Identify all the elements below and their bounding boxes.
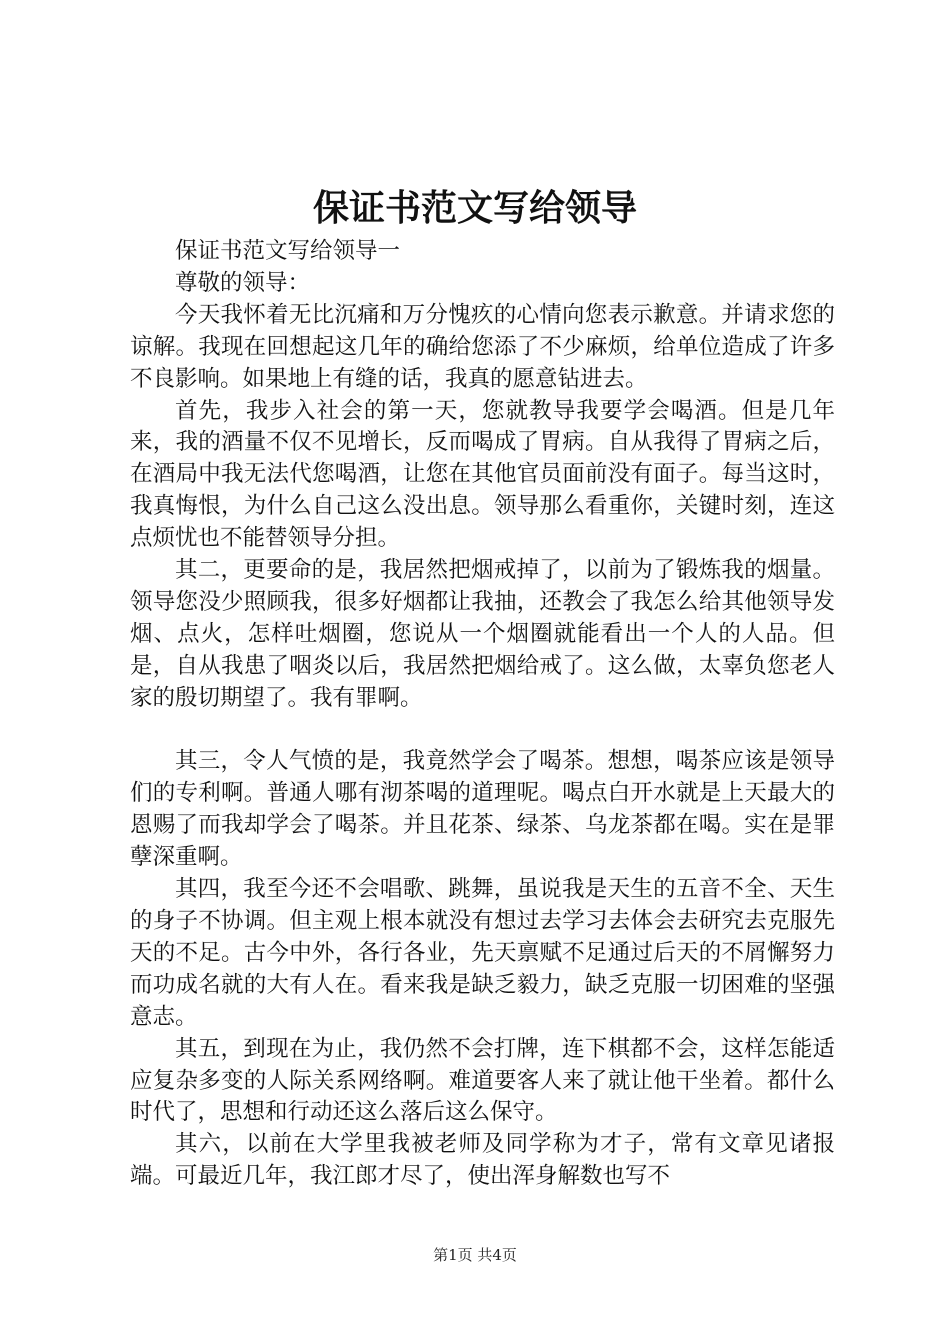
paragraph: 今天我怀着无比沉痛和万分愧疚的心情向您表示歉意。并请求您的谅解。我现在回想起这几年的确给您添了不少麻烦，给单位造成了许多不良影响。如果地上有缝的话，我真的愿意钻进去。 — [130, 301, 835, 392]
paragraph: 其五，到现在为止，我仍然不会打牌，连下棋都不会，这样怎能适应复杂多变的人际关系网络啊。难道要客人来了就让他干坐着。都什么时代了，思想和行动还这么落后这么保守。 — [130, 1035, 835, 1126]
paragraph: 其六，以前在大学里我被老师及同学称为才子，常有文章见诸报端。可最近几年，我江郎才尽了，使出浑身解数也写不 — [130, 1131, 835, 1190]
paragraph-salutation: 尊敬的领导： — [175, 269, 311, 296]
paragraph: 其三，令人气愤的是，我竟然学会了喝茶。想想，喝茶应该是领导们的专利啊。普通人哪有沏茶喝的道理呢。喝点白开水就是上天最大的恩赐了而我却学会了喝茶。并且花茶、绿茶、乌龙茶都在喝。实在是罪孽深重啊。 — [130, 748, 835, 871]
document-title: 保证书范文写给领导 — [312, 187, 637, 229]
document-body — [130, 236, 835, 1193]
page-number: 第1页 共4页 — [433, 1246, 517, 1264]
paragraph: 其二，更要命的是，我居然把烟戒掉了，以前为了锻炼我的烟量。领导您没少照顾我，很多好烟都让我抽，还教会了我怎么给其他领导发烟、点火，怎样吐烟圈，您说从一个烟圈就能看出一个人的人品。但是，自从我患了咽炎以后，我居然把烟给戒了。这么做，太辜负您老人家的殷切期望了。我有罪啊。 — [130, 557, 835, 711]
paragraph: 首先，我步入社会的第一天，您就教导我要学会喝酒。但是几年来，我的酒量不仅不见增长，反而喝成了胃病。自从我得了胃病之后，在酒局中我无法代您喝酒，让您在其他官员面前没有面子。每当这时，我真悔恨，为什么自己这么没出息。领导那么看重你，关键时刻，连这点烦忧也不能替领导分担。 — [130, 397, 835, 552]
paragraph-subtitle: 保证书范文写给领导一 — [175, 238, 401, 264]
paragraph: 其四，我至今还不会唱歌、跳舞，虽说我是天生的五音不全、天生的身子不协调。但主观上根本就没有想过去学习去体会去研究去克服先天的不足。古今中外，各行各业，先天禀赋不足通过后天的不屑懈努力而功成名就的大有人在。看来我是缺乏毅力，缺乏克服一切困难的坚强意志。 — [130, 876, 835, 1030]
